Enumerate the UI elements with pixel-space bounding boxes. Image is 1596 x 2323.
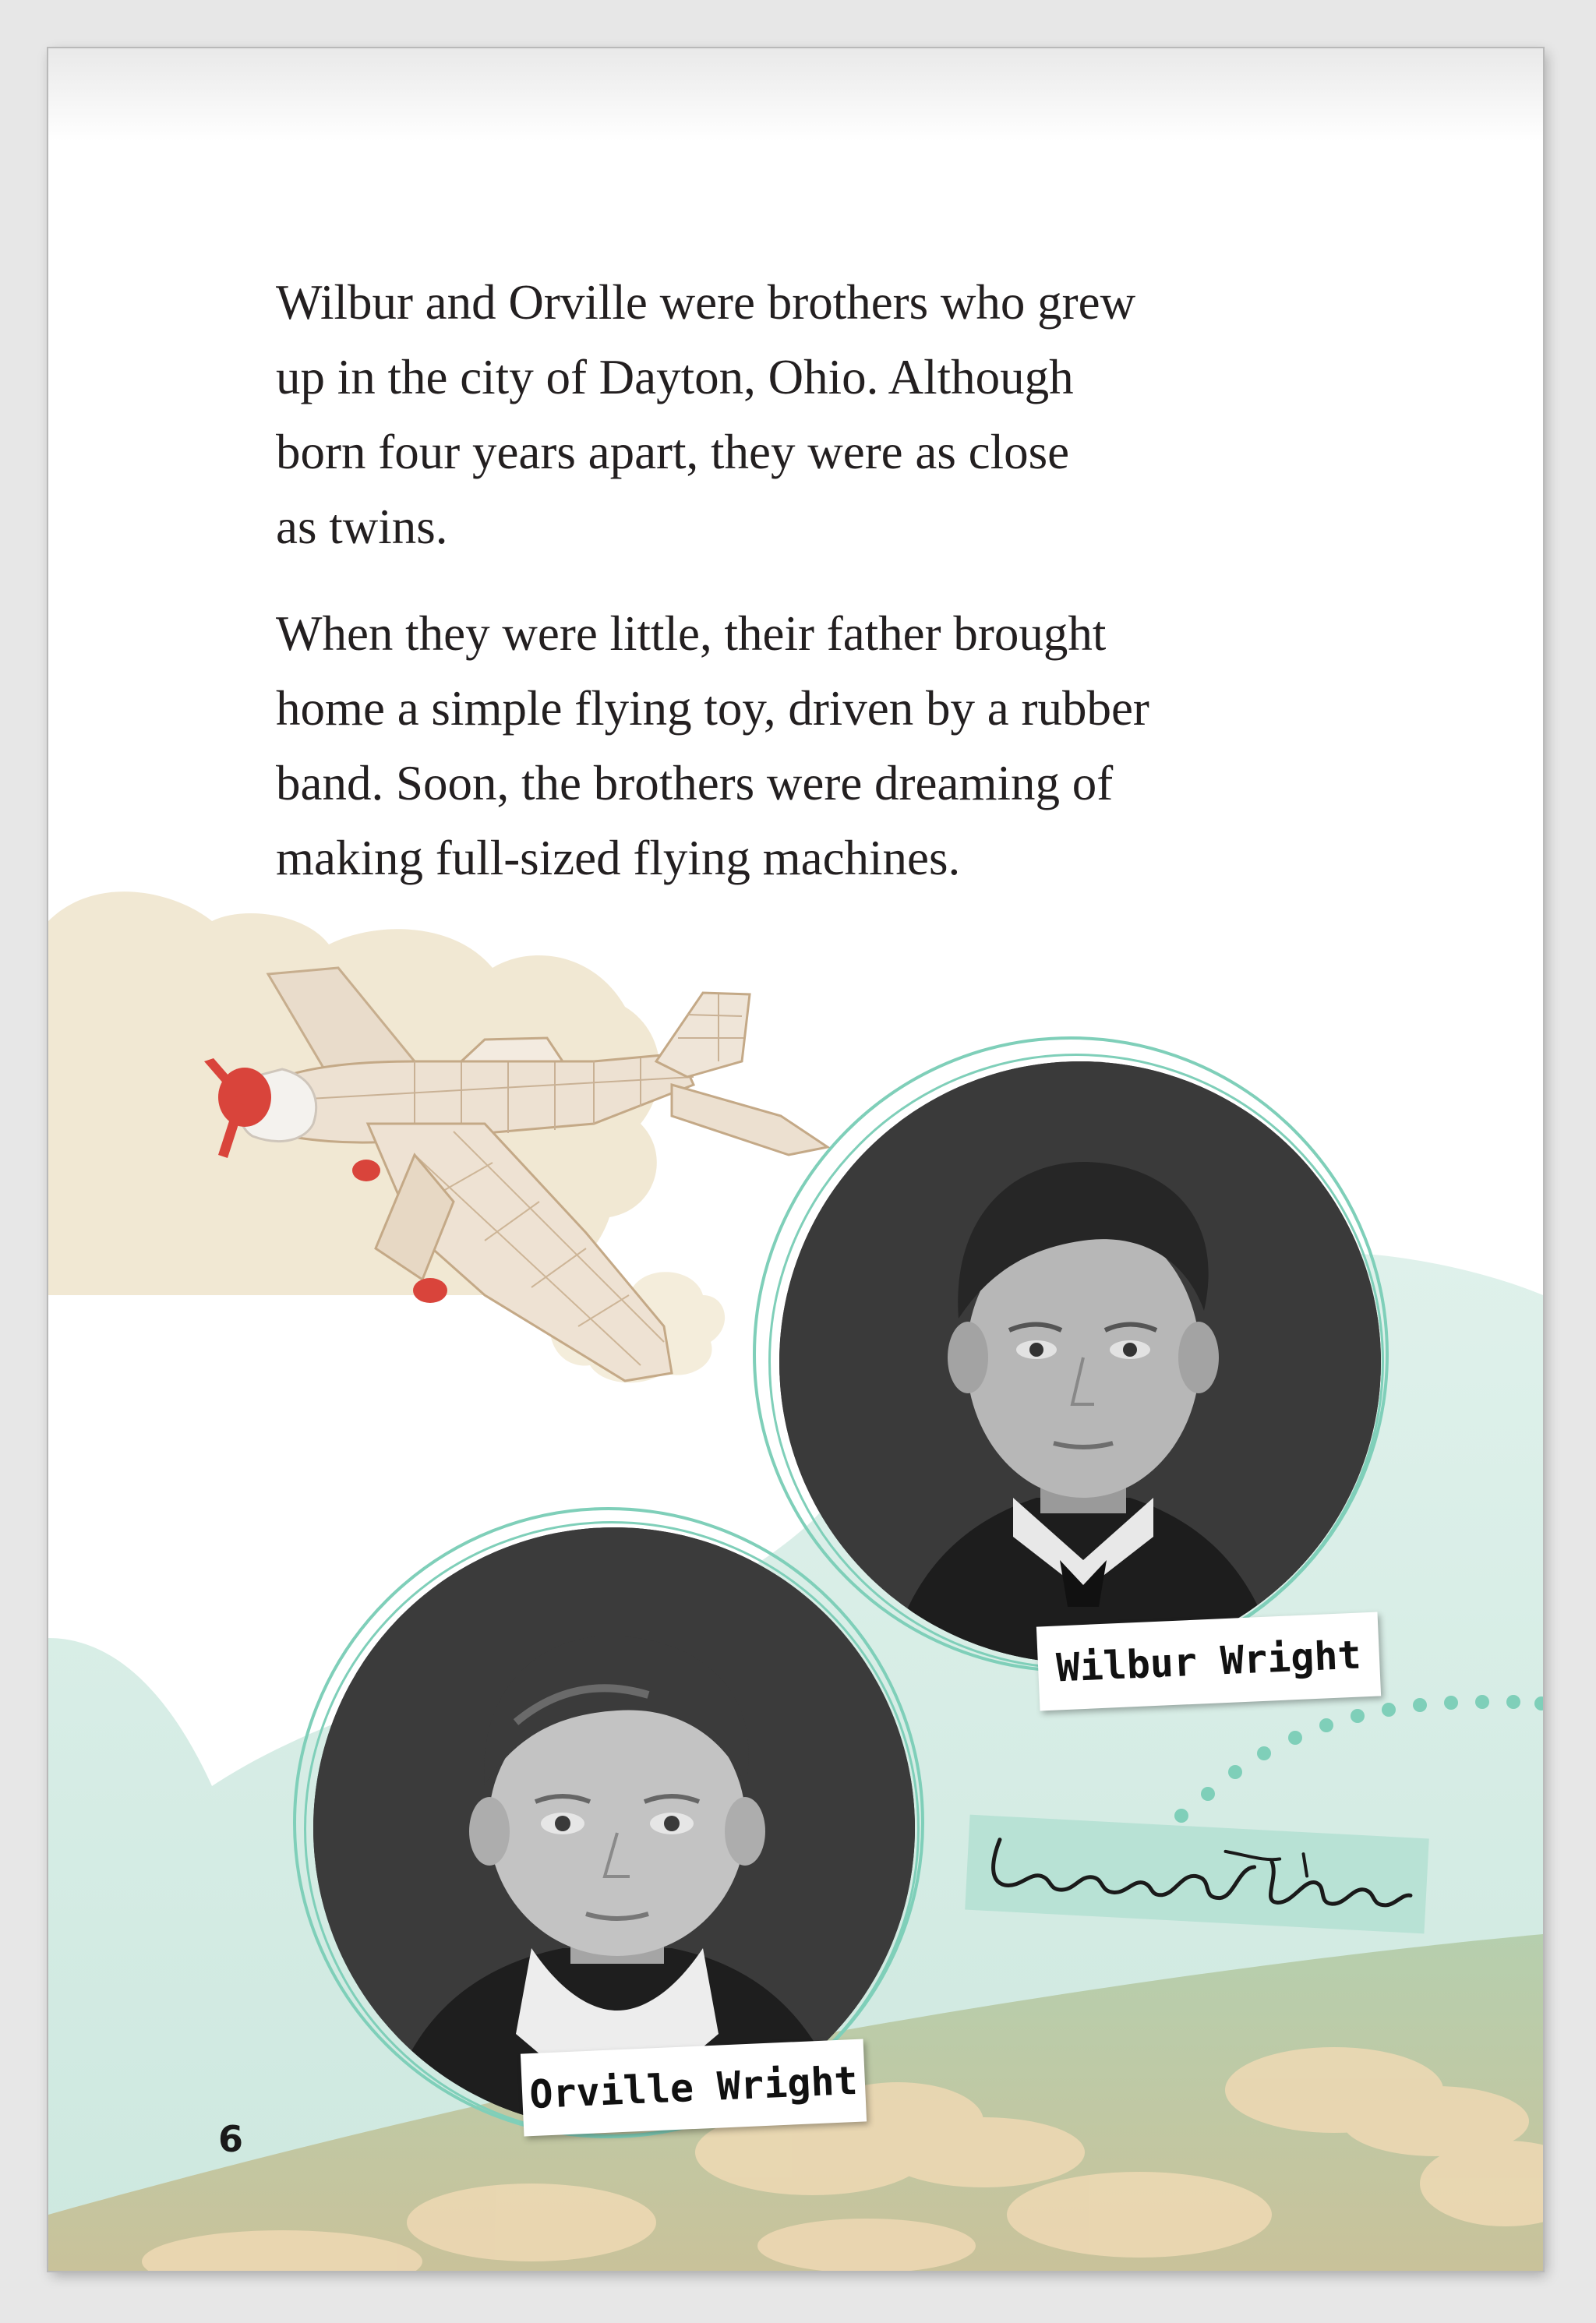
paragraph-line: When they were little, their father brought xyxy=(276,606,1107,661)
paragraph-1 xyxy=(276,265,1414,564)
paragraph-line: Wilbur and Orville were brothers who grew xyxy=(276,275,1136,330)
wilbur-portrait xyxy=(779,1061,1381,1663)
paragraph-2 xyxy=(276,596,1414,895)
paragraph-line: band. Soon, the brothers were dreaming of xyxy=(276,756,1114,810)
orville-portrait xyxy=(313,1527,915,2129)
paragraph-line: born four years apart, they were as close xyxy=(276,425,1070,479)
page-top-shade xyxy=(48,48,1543,142)
orville-caption: Orville Wright xyxy=(521,2039,867,2136)
page-number: 6 xyxy=(218,2118,244,2160)
paragraph-line: up in the city of Dayton, Ohio. Although xyxy=(276,350,1074,404)
wilbur-caption: Wilbur Wright xyxy=(1036,1612,1381,1710)
book-page xyxy=(48,48,1543,2271)
paragraph-line: making full-sized flying machines. xyxy=(276,831,961,885)
paragraph-line: home a simple flying toy, driven by a rubber xyxy=(276,681,1149,736)
paragraph-line: as twins. xyxy=(276,500,448,554)
body-text xyxy=(276,265,1414,895)
